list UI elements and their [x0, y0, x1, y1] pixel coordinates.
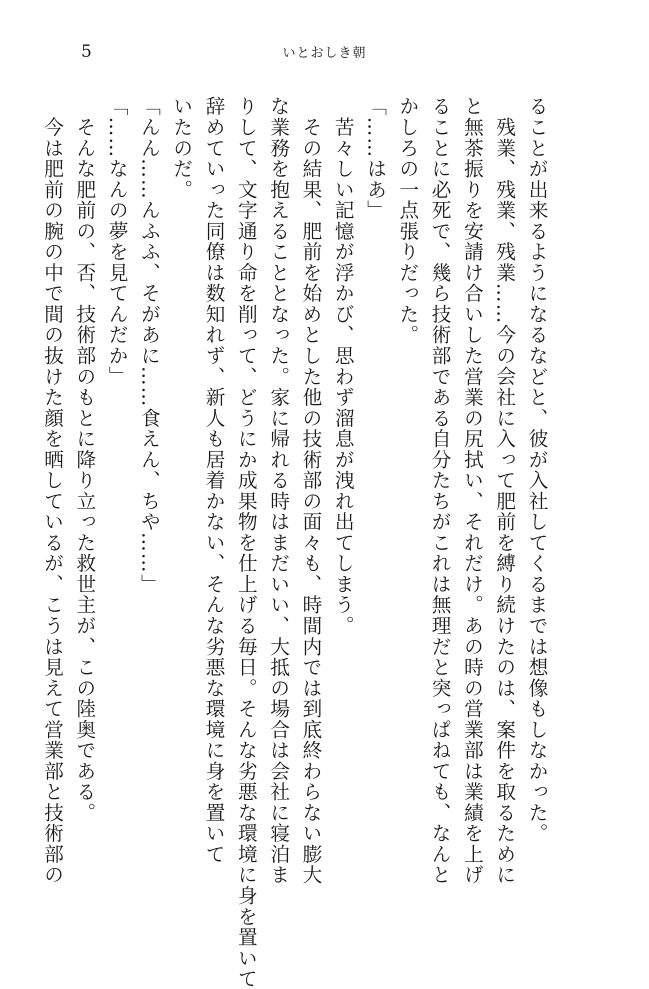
vertical-text-body [35, 96, 552, 989]
text-line: そんな肥前の、否、技術部のもとに降り立った救世主が、この陸奥である。 [72, 96, 96, 823]
text-line: いたのだ。 [169, 96, 193, 200]
text-line: りして、文字通り命を削って、どうにか成果物を仕上げる毎日。そんな劣悪な環境に身を置いて [234, 96, 258, 989]
text-line: その結果、肥前を始めとした他の技術部の面々も、時間内では到底終わらない膨大 [298, 96, 322, 886]
text-line: 今は肥前の腕の中で間の抜けた顔を晒しているが、こうは見えて営業部と技術部の [40, 96, 64, 886]
text-line: 辞めていった同僚は数知れず、新人も居着かない、そんな劣悪な環境に身を置いて [202, 96, 226, 865]
text-line: 苦々しい記憶が浮かび、思わず溜息が洩れ出てしまう。 [331, 96, 355, 637]
text-line: な業務を抱えることとなった。家に帰れる時はまだいい、大抵の場合は会社に寝泊ま [266, 96, 290, 886]
running-title: いとおしき朝 [282, 46, 367, 61]
text-line: 「……はあ」 [363, 96, 387, 221]
text-line: と無茶振りを安請け合いした営業の尻拭い、それだけ。あの時の営業部は業績を上げ [460, 96, 484, 886]
text-line: ることに必死で、幾ら技術部である自分たちがこれは無理だと突っぱねても、なんと [428, 96, 452, 886]
text-line: 残業、残業、残業……今の会社に入って肥前を縛り続けたのは、案件を取るために [492, 96, 516, 886]
page-number: 5 [81, 42, 92, 62]
text-line: 「んん……んふふ、そがあに……食えん、ちや……」 [137, 96, 161, 595]
text-line: 「……なんの夢を見てんだか」 [105, 96, 129, 387]
text-line: ることが出来るようになるなどと、彼が入社してくるまでは想像もしなかった。 [525, 96, 548, 844]
text-line: かしろの一点張りだった。 [395, 96, 419, 346]
